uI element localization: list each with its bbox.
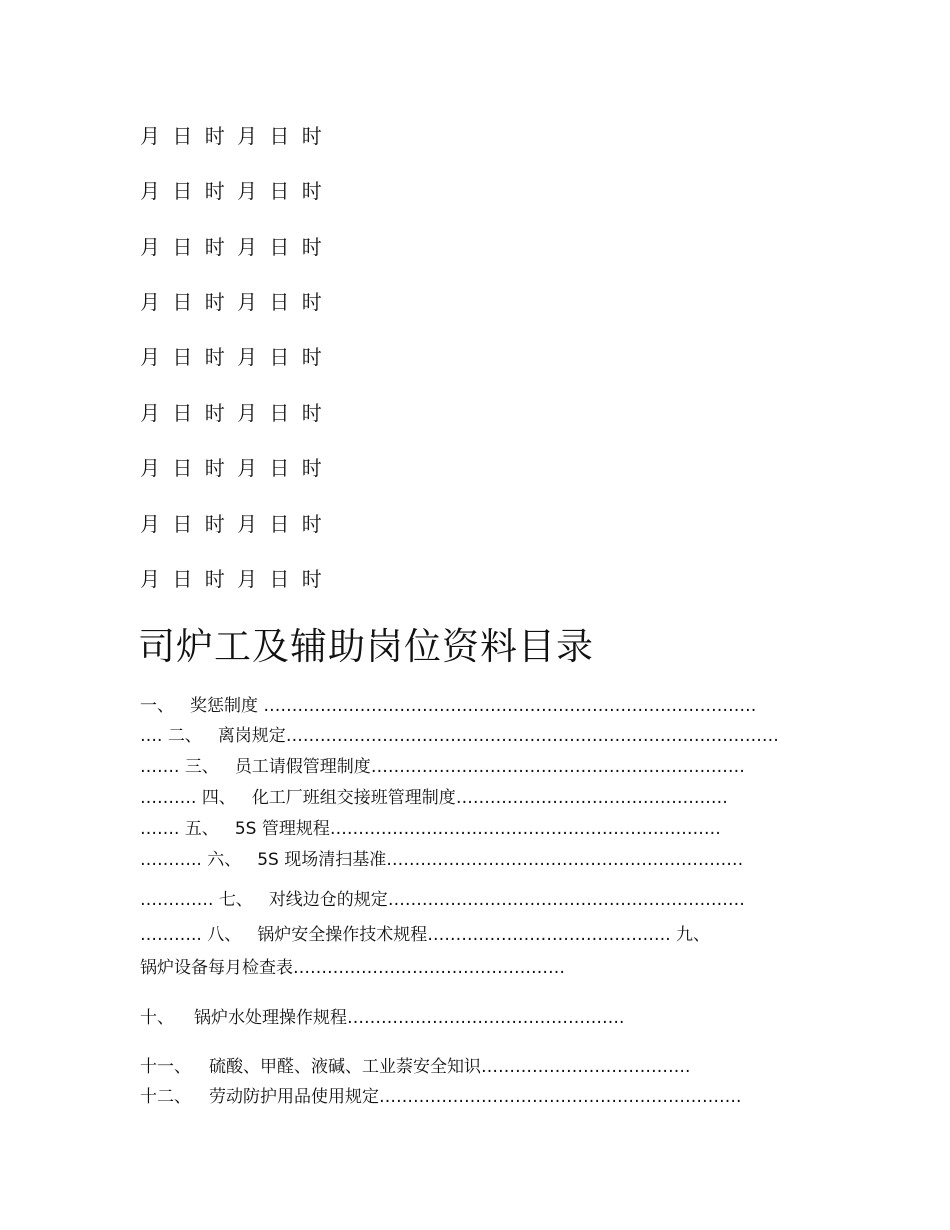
toc-lead-dots: …………. <box>140 890 219 910</box>
toc-line <box>140 888 812 912</box>
toc-number: 八、 <box>207 925 242 945</box>
toc-leader-dots: ………………………………………………………. <box>379 1087 742 1107</box>
toc-line <box>140 694 812 718</box>
toc-leader-dots: ……………………………………. 九、 <box>427 925 711 945</box>
toc-number: 五、 <box>184 819 219 839</box>
toc-lead-dots: ………. <box>140 788 202 808</box>
date-time-row: 月 日 时 月 日 时 <box>140 290 323 314</box>
date-time-row: 月 日 时 月 日 时 <box>140 567 323 591</box>
toc-entry-text: 奖惩制度 <box>190 696 258 716</box>
toc-number: 七、 <box>218 890 253 910</box>
date-time-row: 月 日 时 月 日 时 <box>140 179 323 203</box>
toc-lead-dots: ……. <box>140 757 185 777</box>
toc-lead-dots: …. <box>140 726 168 746</box>
toc-line <box>140 724 812 748</box>
toc-line <box>140 786 812 810</box>
toc-entry-text: 锅炉设备每月检查表 <box>140 958 293 978</box>
toc-leader-dots: ………………………………………… <box>455 788 728 808</box>
toc-entry-text: 对线边仓的规定 <box>268 890 388 910</box>
toc-leader-dots: ……………………………………………………… <box>386 850 744 870</box>
date-time-row: 月 日 时 月 日 时 <box>140 456 323 480</box>
toc-line <box>140 923 812 947</box>
toc-line <box>140 817 812 841</box>
toc-number: 二、 <box>167 726 202 746</box>
toc-leader-dots: …………………………………………. <box>347 1008 625 1028</box>
toc-entry-text: 化工厂班组交接班管理制度 <box>251 788 456 808</box>
toc-lead-dots: ……. <box>140 819 185 839</box>
toc-line <box>140 1006 812 1030</box>
date-time-row: 月 日 时 月 日 时 <box>140 401 323 425</box>
toc-leader-dots: ………………………………………………………… <box>370 757 745 777</box>
date-time-row: 月 日 时 月 日 时 <box>140 235 323 259</box>
toc-number: 三、 <box>184 757 219 777</box>
toc-number: 十一、 <box>140 1057 191 1077</box>
toc-entry-text: 5S 管理规程 <box>234 819 330 839</box>
toc-leader-dots: ………………………………………… <box>293 958 565 978</box>
toc-line <box>140 1085 812 1109</box>
toc-line <box>140 956 812 980</box>
toc-lead-dots: ……….. <box>140 850 208 870</box>
toc-entry-text: 硫酸、甲醛、液碱、工业萘安全知识 <box>209 1057 481 1077</box>
toc-line <box>140 1055 812 1079</box>
toc-lead-dots: ……….. <box>140 925 208 945</box>
date-time-row: 月 日 时 月 日 时 <box>140 124 323 148</box>
date-time-row: 月 日 时 月 日 时 <box>140 512 323 536</box>
toc-line <box>140 848 812 872</box>
toc-leader-dots: ………………………………. <box>481 1057 691 1077</box>
page-title: 司炉工及辅助岗位资料目录 <box>138 625 594 668</box>
toc-number: 十、 <box>140 1008 174 1028</box>
toc-line <box>140 755 812 779</box>
date-time-row: 月 日 时 月 日 时 <box>140 345 323 369</box>
toc-entry-text: 锅炉水处理操作规程 <box>194 1008 347 1028</box>
toc-leader-dots: …………………………………………………………………………… <box>285 726 779 746</box>
toc-entry-text: 劳动防护用品使用规定 <box>209 1087 379 1107</box>
toc-entry-text: 员工请假管理制度 <box>234 757 371 777</box>
toc-leader-dots: ……………………………………………………… <box>387 890 745 910</box>
toc-number: 四、 <box>201 788 236 808</box>
toc-leader-dots: …………………………………………………………… <box>329 819 721 839</box>
toc-leader-dots: …………………………………………………………………………… <box>263 696 757 716</box>
toc-entry-text: 锅炉安全操作技术规程 <box>257 925 428 945</box>
toc-entry-text: 5S 现场清扫基准 <box>257 850 387 870</box>
toc-number: 一、 <box>140 696 174 716</box>
toc-number: 十二、 <box>140 1087 191 1107</box>
toc-entry-text: 离岗规定 <box>217 726 286 746</box>
toc-number: 六、 <box>207 850 242 870</box>
